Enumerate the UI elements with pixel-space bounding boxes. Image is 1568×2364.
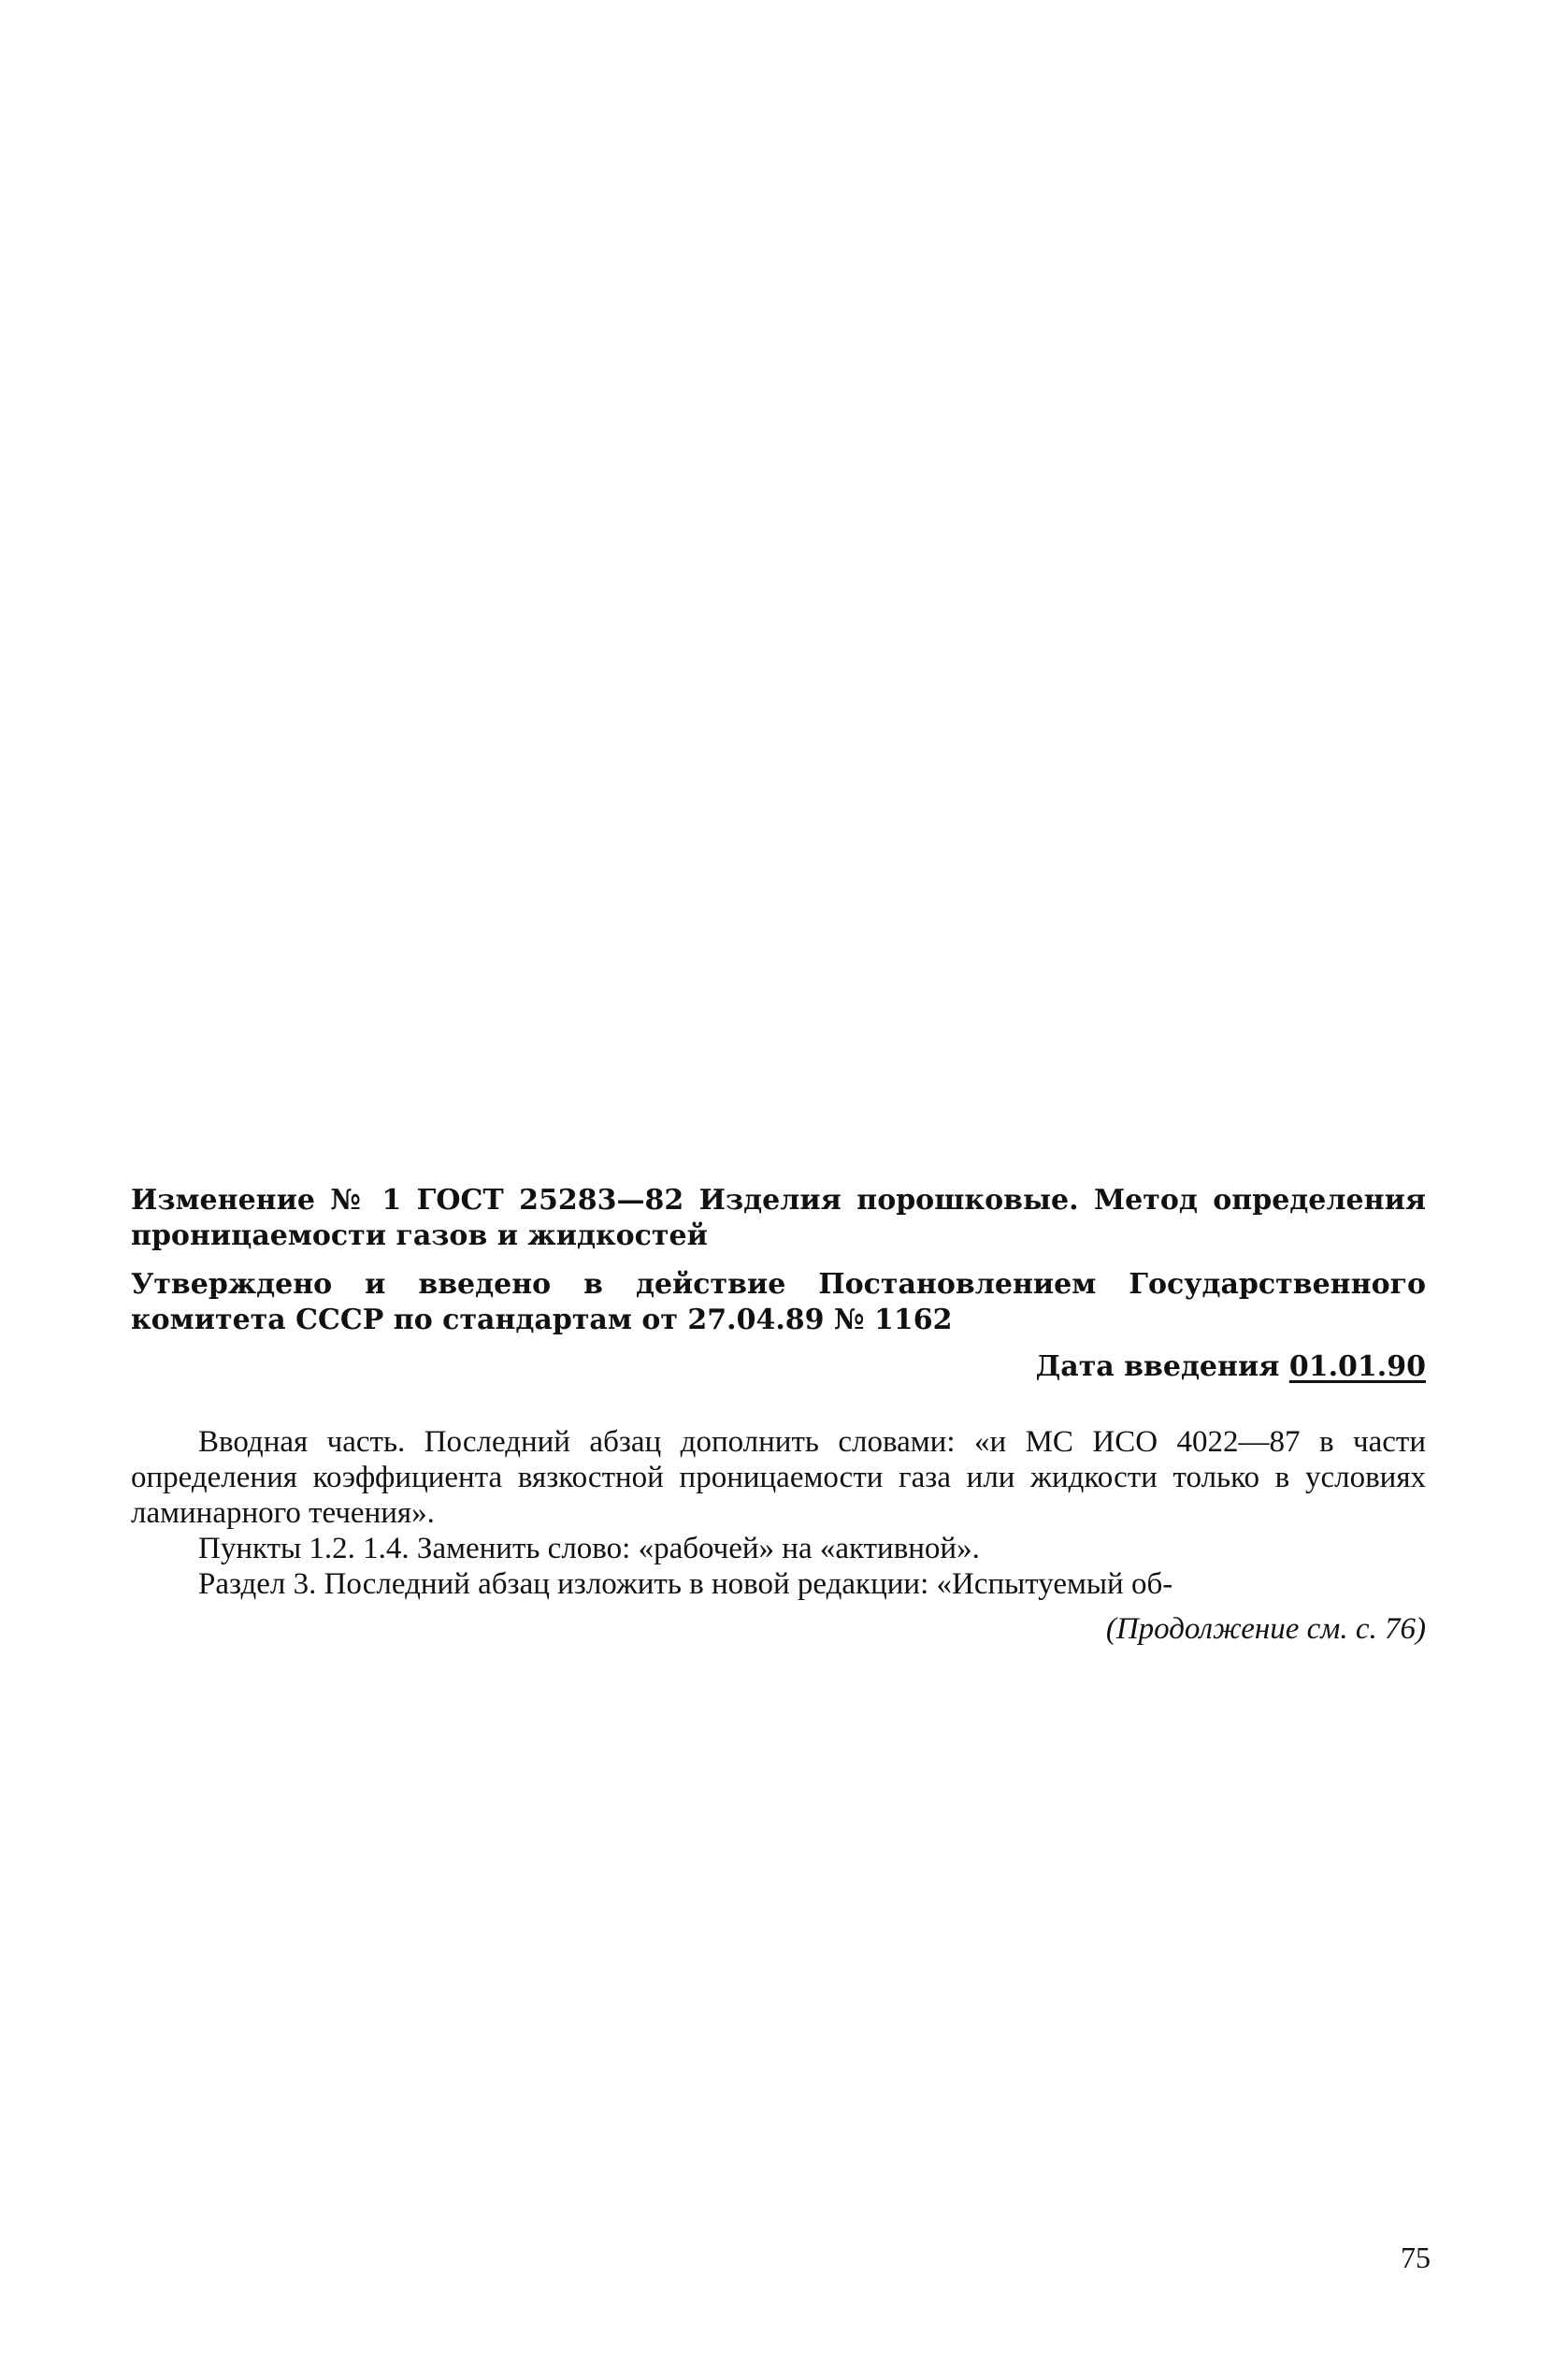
effective-date-label: Дата введения xyxy=(1035,1350,1280,1383)
page-number: 75 xyxy=(1401,2241,1431,2274)
effective-date-value: 01.01.90 xyxy=(1288,1350,1426,1383)
amendment-body xyxy=(131,1424,1426,1602)
document-content xyxy=(131,1183,1426,1647)
paragraph-section-3: Раздел 3. Последний абзац изложить в новой редакции: «Испытуемый об- xyxy=(198,1567,1173,1601)
amendment-heading: Изменение № 1 ГОСТ 25283—82 Изделия порошковые. Метод определения проницаемости газов и жидкостей xyxy=(131,1184,1426,1252)
approval-statement: Утверждено и введено в действие Постановлением Государственного комитета СССР по стандартам от 27.04.89 № 1162 xyxy=(131,1268,1426,1336)
continuation-note: (Продолжение см. с. 76) xyxy=(1105,1612,1426,1646)
paragraph-introduction: Вводная часть. Последний абзац дополнить словами: «и МС ИСО 4022—87 в части определения коэффициента вязкостной проницаемости газа или жидкости только в условиях ламинарного течения». xyxy=(131,1425,1426,1530)
effective-date-line xyxy=(131,1349,1426,1385)
paragraph-items: Пункты 1.2. 1.4. Заменить слово: «рабочей» на «активной». xyxy=(198,1532,980,1565)
